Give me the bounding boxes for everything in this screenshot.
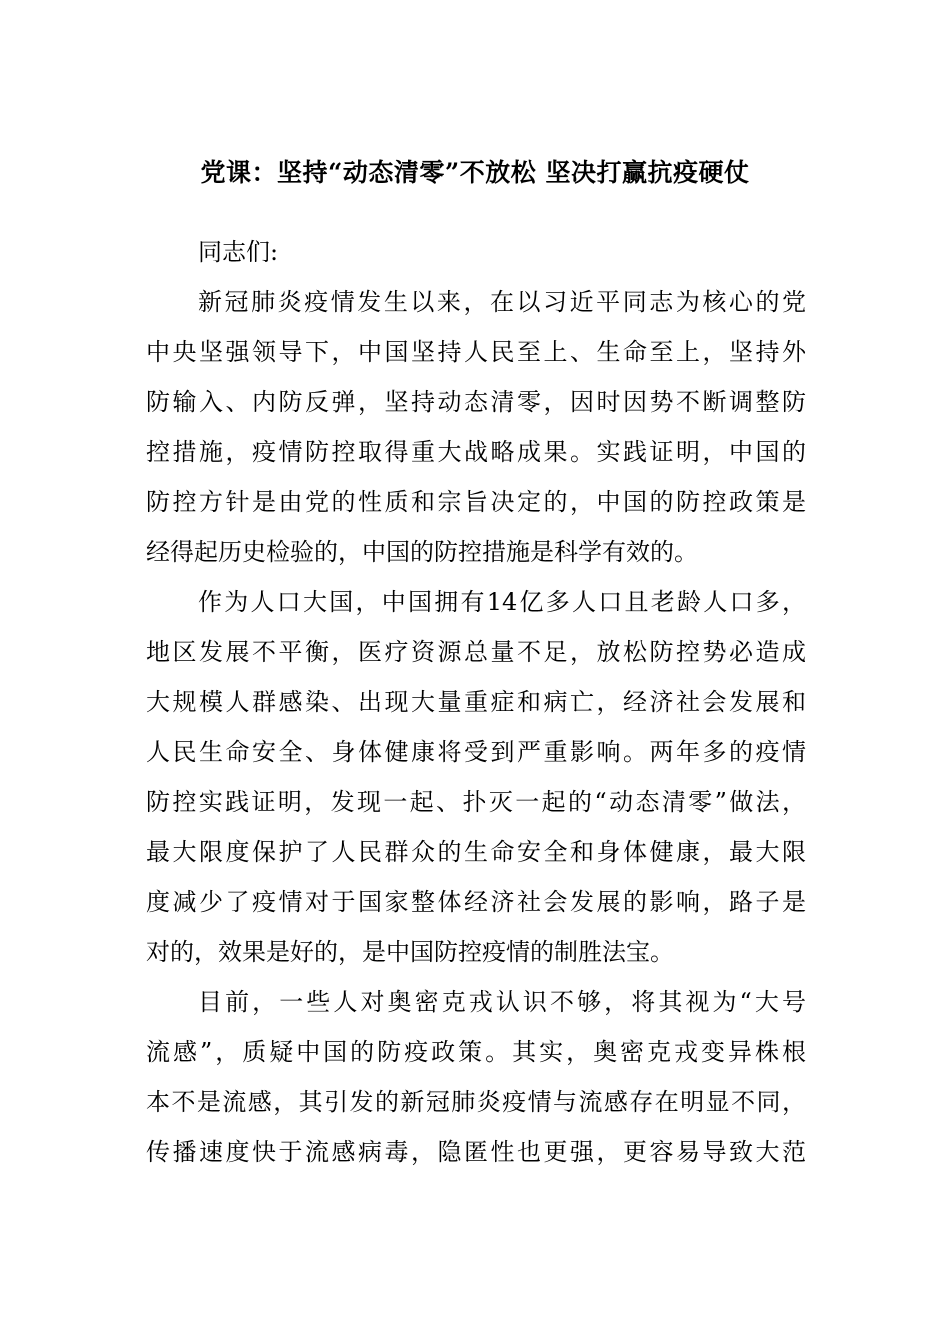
paragraph-2-line-6: 最大限度保护了人民群众的生命安全和身体健康，最大限 — [146, 838, 806, 866]
paragraph-2-line-5: 防控实践证明，发现一起、扑灭一起的“动态清零”做法， — [146, 788, 806, 816]
paragraph-2-line-4: 人民生命安全、身体健康将受到严重影响。两年多的疫情 — [146, 738, 806, 766]
paragraph-2-line-1: 作为人口大国，中国拥有14亿多人口且老龄人口多， — [198, 588, 806, 616]
paragraph-2-line-8: 对的，效果是好的，是中国防控疫情的制胜法宝。 — [146, 938, 674, 966]
paragraph-2-line-7: 度减少了疫情对于国家整体经济社会发展的影响，路子是 — [146, 888, 806, 916]
paragraph-3-line-4: 传播速度快于流感病毒，隐匿性也更强，更容易导致大范 — [146, 1138, 806, 1166]
paragraph-3-line-2: 流感”，质疑中国的防疫政策。其实，奥密克戎变异株根 — [146, 1038, 806, 1066]
paragraph-1-line-4: 控措施，疫情防控取得重大战略成果。实践证明，中国的 — [146, 438, 806, 466]
paragraph-3-line-3: 本不是流感，其引发的新冠肺炎疫情与流感存在明显不同， — [146, 1088, 806, 1116]
paragraph-1-line-3: 防输入、内防反弹，坚持动态清零，因时因势不断调整防 — [146, 388, 806, 416]
paragraph-2-line-2: 地区发展不平衡，医疗资源总量不足，放松防控势必造成 — [146, 638, 806, 666]
paragraph-1-line-6: 经得起历史检验的，中国的防控措施是科学有效的。 — [146, 538, 698, 566]
paragraph-1-line-1: 新冠肺炎疫情发生以来，在以习近平同志为核心的党 — [198, 288, 806, 316]
greeting-line: 同志们: — [198, 238, 279, 266]
paragraph-3-line-1: 目前，一些人对奥密克戎认识不够，将其视为“大号 — [198, 988, 806, 1016]
paragraph-1-line-5: 防控方针是由党的性质和宗旨决定的，中国的防控政策是 — [146, 488, 806, 516]
document-title: 党课：坚持“动态清零”不放松 坚决打赢抗疫硬仗 — [200, 158, 750, 187]
document-body — [146, 227, 806, 1177]
paragraph-2-line-3: 大规模人群感染、出现大量重症和病亡，经济社会发展和 — [146, 688, 806, 716]
paragraph-1-line-2: 中央坚强领导下，中国坚持人民至上、生命至上，坚持外 — [146, 338, 806, 366]
